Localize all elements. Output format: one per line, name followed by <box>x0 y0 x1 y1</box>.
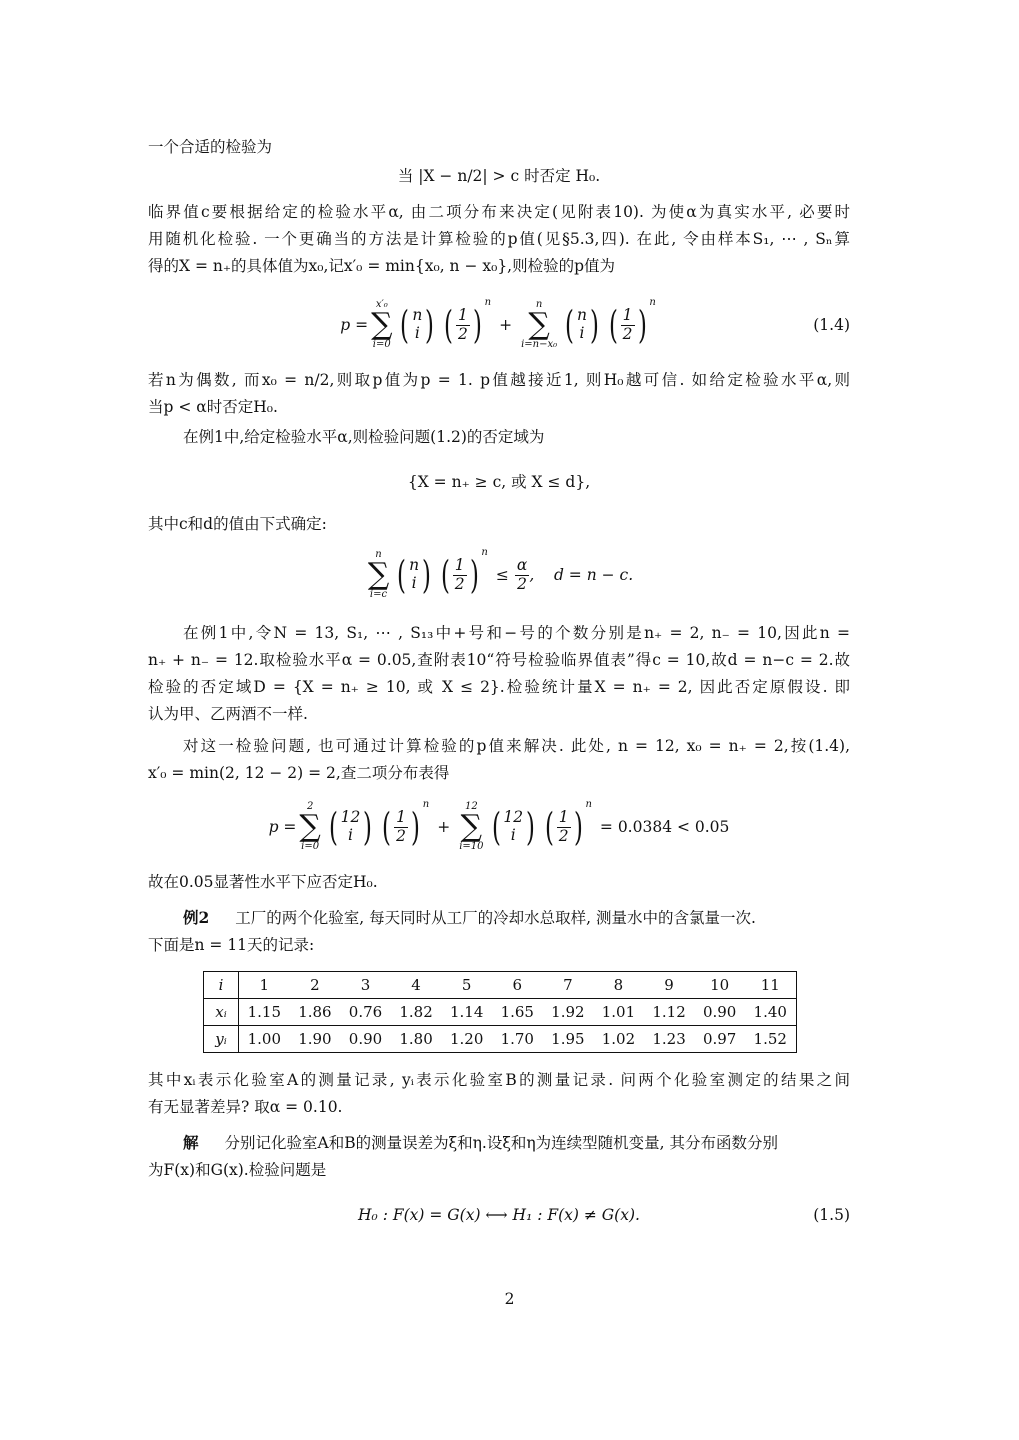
table-cell: 1.01 <box>593 999 644 1026</box>
table-cell: 1.65 <box>492 999 543 1026</box>
text-line: n₊ + n₋ = 12.取检验水平α = 0.05,查附表10“符号检验临界值表”得c = 10,故d = n−c = 2.故 <box>148 651 850 669</box>
table-cell: 2 <box>290 972 341 999</box>
text-line: 检验的否定域D = {X = n₊ ≥ 10, 或 X ≤ 2}.检验统计量X = n₊ = 2, 因此否定原假设. 即 <box>148 678 850 696</box>
eq-body: H₀ : F(x) = G(x) ⟷ H₁ : F(x) ≠ G(x). <box>358 1206 640 1224</box>
text-line: 用随机化检验. 一个更确当的方法是计算检验的p值(见§5.3,四). 在此, 令由样本S₁, ⋯ , Sₙ算 <box>148 230 850 248</box>
equation-p-value: p = 2 ∑ i=0 ( 12 i ) ( 1 2 ) $^n$ + 12 ∑ i=10 ( 12 i ) ( 1 2 ) $^n$ = 0.0384 < 0.05 <box>268 799 730 852</box>
table-cell: 1.86 <box>290 999 341 1026</box>
table-cell: 0.90 <box>340 1026 391 1053</box>
text-line: 其中xᵢ表示化验室A的测量记录, yᵢ表示化验室B的测量记录. 问两个化验室测定的结果之间 <box>148 1071 850 1089</box>
fraction-alpha: $\frac{\alpha}{2}$ <box>516 556 528 593</box>
sum: n ∑ i=c <box>367 549 390 600</box>
table-cell: 11 <box>745 972 796 999</box>
table-cell: 1.82 <box>391 999 442 1026</box>
table-cell: 0.76 <box>340 999 391 1026</box>
equation-number: (1.4) <box>813 316 850 334</box>
sum-lower: i=0 <box>372 339 391 350</box>
text-line: 为F(x)和G(x).检验问题是 <box>148 1161 327 1179</box>
table-cell: 1.14 <box>441 999 492 1026</box>
table-cell: 1.70 <box>492 1026 543 1053</box>
eq-tail: , d = n − c. <box>529 566 634 584</box>
text-line: 若n为偶数, 而x₀ = n/2,则取p值为p = 1. p值越接近1, 则H₀越可信. 如给定检验水平α,则 <box>148 371 850 389</box>
table-cell: 1.40 <box>745 999 796 1026</box>
table-cell: 4 <box>391 972 442 999</box>
page-number: 2 <box>504 1290 515 1308</box>
table-cell: 3 <box>340 972 391 999</box>
text-line: 一个合适的检验为 <box>148 138 273 156</box>
table-cell: 1.90 <box>290 1026 341 1053</box>
solution-line <box>183 1133 850 1153</box>
table-cell: 1.15 <box>239 999 290 1026</box>
table-cell: 1.23 <box>644 1026 695 1053</box>
binomial: ( 12 i ) <box>328 805 373 849</box>
text-line: 有无显著差异? 取α = 0.10. <box>148 1098 343 1116</box>
fraction-half: ( 1 2 ) $^n$ <box>440 547 488 597</box>
table-cell: 9 <box>644 972 695 999</box>
table-cell: 1.20 <box>441 1026 492 1053</box>
text-line: 故在0.05显著性水平下应否定H₀. <box>148 873 378 891</box>
fraction-half: ( 1 2 ) $^n$ <box>382 799 430 849</box>
text-line: 在例1中,给定检验水平α,则检验问题(1.2)的否定域为 <box>183 428 545 446</box>
solution-label: 解 <box>183 1133 199 1152</box>
table-row <box>204 972 797 999</box>
table-cell: 1 <box>239 972 290 999</box>
table-cell: 0.90 <box>694 999 745 1026</box>
text-line: 在例1中,令N = 13, S₁, ⋯ , S₁₃中+号和−号的个数分别是n₊ = 2, n₋ = 10,因此n = <box>183 624 850 642</box>
row-header: xᵢ <box>204 999 239 1026</box>
table-cell: 1.52 <box>745 1026 796 1053</box>
table-cell: 5 <box>441 972 492 999</box>
sum <box>371 300 392 350</box>
table-cell: 7 <box>543 972 594 999</box>
table-cell: 1.12 <box>644 999 695 1026</box>
fraction-half: ( 1 2 ) $^n$ <box>608 297 656 347</box>
text-line: x′₀ = min(2, 12 − 2) = 2,查二项分布表得 <box>148 764 450 782</box>
sum: 12 ∑ i=10 <box>459 801 484 852</box>
table-cell: 1.80 <box>391 1026 442 1053</box>
table-cell: 8 <box>593 972 644 999</box>
eq-lhs: p = <box>340 316 369 334</box>
text-line: 认为甲、乙两酒不一样. <box>148 705 308 723</box>
binomial: ( 12 i ) <box>491 805 535 849</box>
text: 分别记化验室A和B的测量误差为ξ和η.设ξ和η为连续型随机变量, 其分布函数分别 <box>224 1134 779 1152</box>
equation-1-4 <box>148 295 850 355</box>
text-line: 临界值c要根据给定的检验水平α, 由二项分布来决定(见附表10). 为使α为真实水平, 必要时 <box>148 203 850 221</box>
equation-c-d <box>148 545 850 605</box>
text-line: 当p < α时否定H₀. <box>148 398 278 416</box>
display-equation: {X = n₊ ≥ c, 或 X ≤ d}, <box>407 473 591 491</box>
example-label: 例2 <box>183 908 210 927</box>
table-cell: 6 <box>492 972 543 999</box>
table-cell: 1.02 <box>593 1026 644 1053</box>
sigma: ∑ <box>371 307 393 342</box>
text-line: 下面是n = 11天的记录: <box>148 936 315 954</box>
binomial: ( n i ) <box>400 303 435 347</box>
text-line: 其中c和d的值由下式确定: <box>148 515 327 533</box>
le-sign: ≤ <box>495 566 509 584</box>
row-header: i <box>204 972 239 999</box>
table-cell: 1.92 <box>543 999 594 1026</box>
table-cell: 1.00 <box>239 1026 290 1053</box>
table-row <box>204 999 797 1026</box>
equation-1-5 <box>148 1205 850 1225</box>
fraction-half: ( 1 2 ) $^n$ <box>444 297 492 347</box>
table-row <box>204 1026 797 1053</box>
table-cell: 1.95 <box>543 1026 594 1053</box>
data-table <box>203 971 797 1053</box>
sum-upper: x′₀ <box>375 299 388 310</box>
equation-number: (1.5) <box>813 1206 850 1224</box>
example-2-line <box>183 908 850 928</box>
binomial: ( n i ) <box>565 303 599 347</box>
display-equation: 当 |X − n/2| > c 时否定 H₀. <box>397 167 601 185</box>
row-header: yᵢ <box>204 1026 239 1053</box>
table-cell: 0.97 <box>694 1026 745 1053</box>
table-cell: 10 <box>694 972 745 999</box>
text: 工厂的两个化验室, 每天同时从工厂的冷却水总取样, 测量水中的含氯量一次. <box>235 909 756 927</box>
sum: n ∑ i=n−x₀ <box>521 299 558 350</box>
eq-rhs: = 0.0384 < 0.05 <box>599 818 730 836</box>
sum: 2 ∑ i=0 <box>299 801 321 852</box>
text-line: 得的X = n₊的具体值为x₀,记x′₀ = min{x₀, n − x₀},则检验的p值为 <box>148 257 616 275</box>
fraction-half: ( 1 2 ) $^n$ <box>544 799 592 849</box>
binomial: ( n i ) <box>397 553 431 597</box>
text-line: 对这一检验问题, 也可通过计算检验的p值来解决. 此处, n = 12, x₀ = n₊ = 2,按(1.4), <box>183 737 850 755</box>
plus: + <box>499 316 513 334</box>
